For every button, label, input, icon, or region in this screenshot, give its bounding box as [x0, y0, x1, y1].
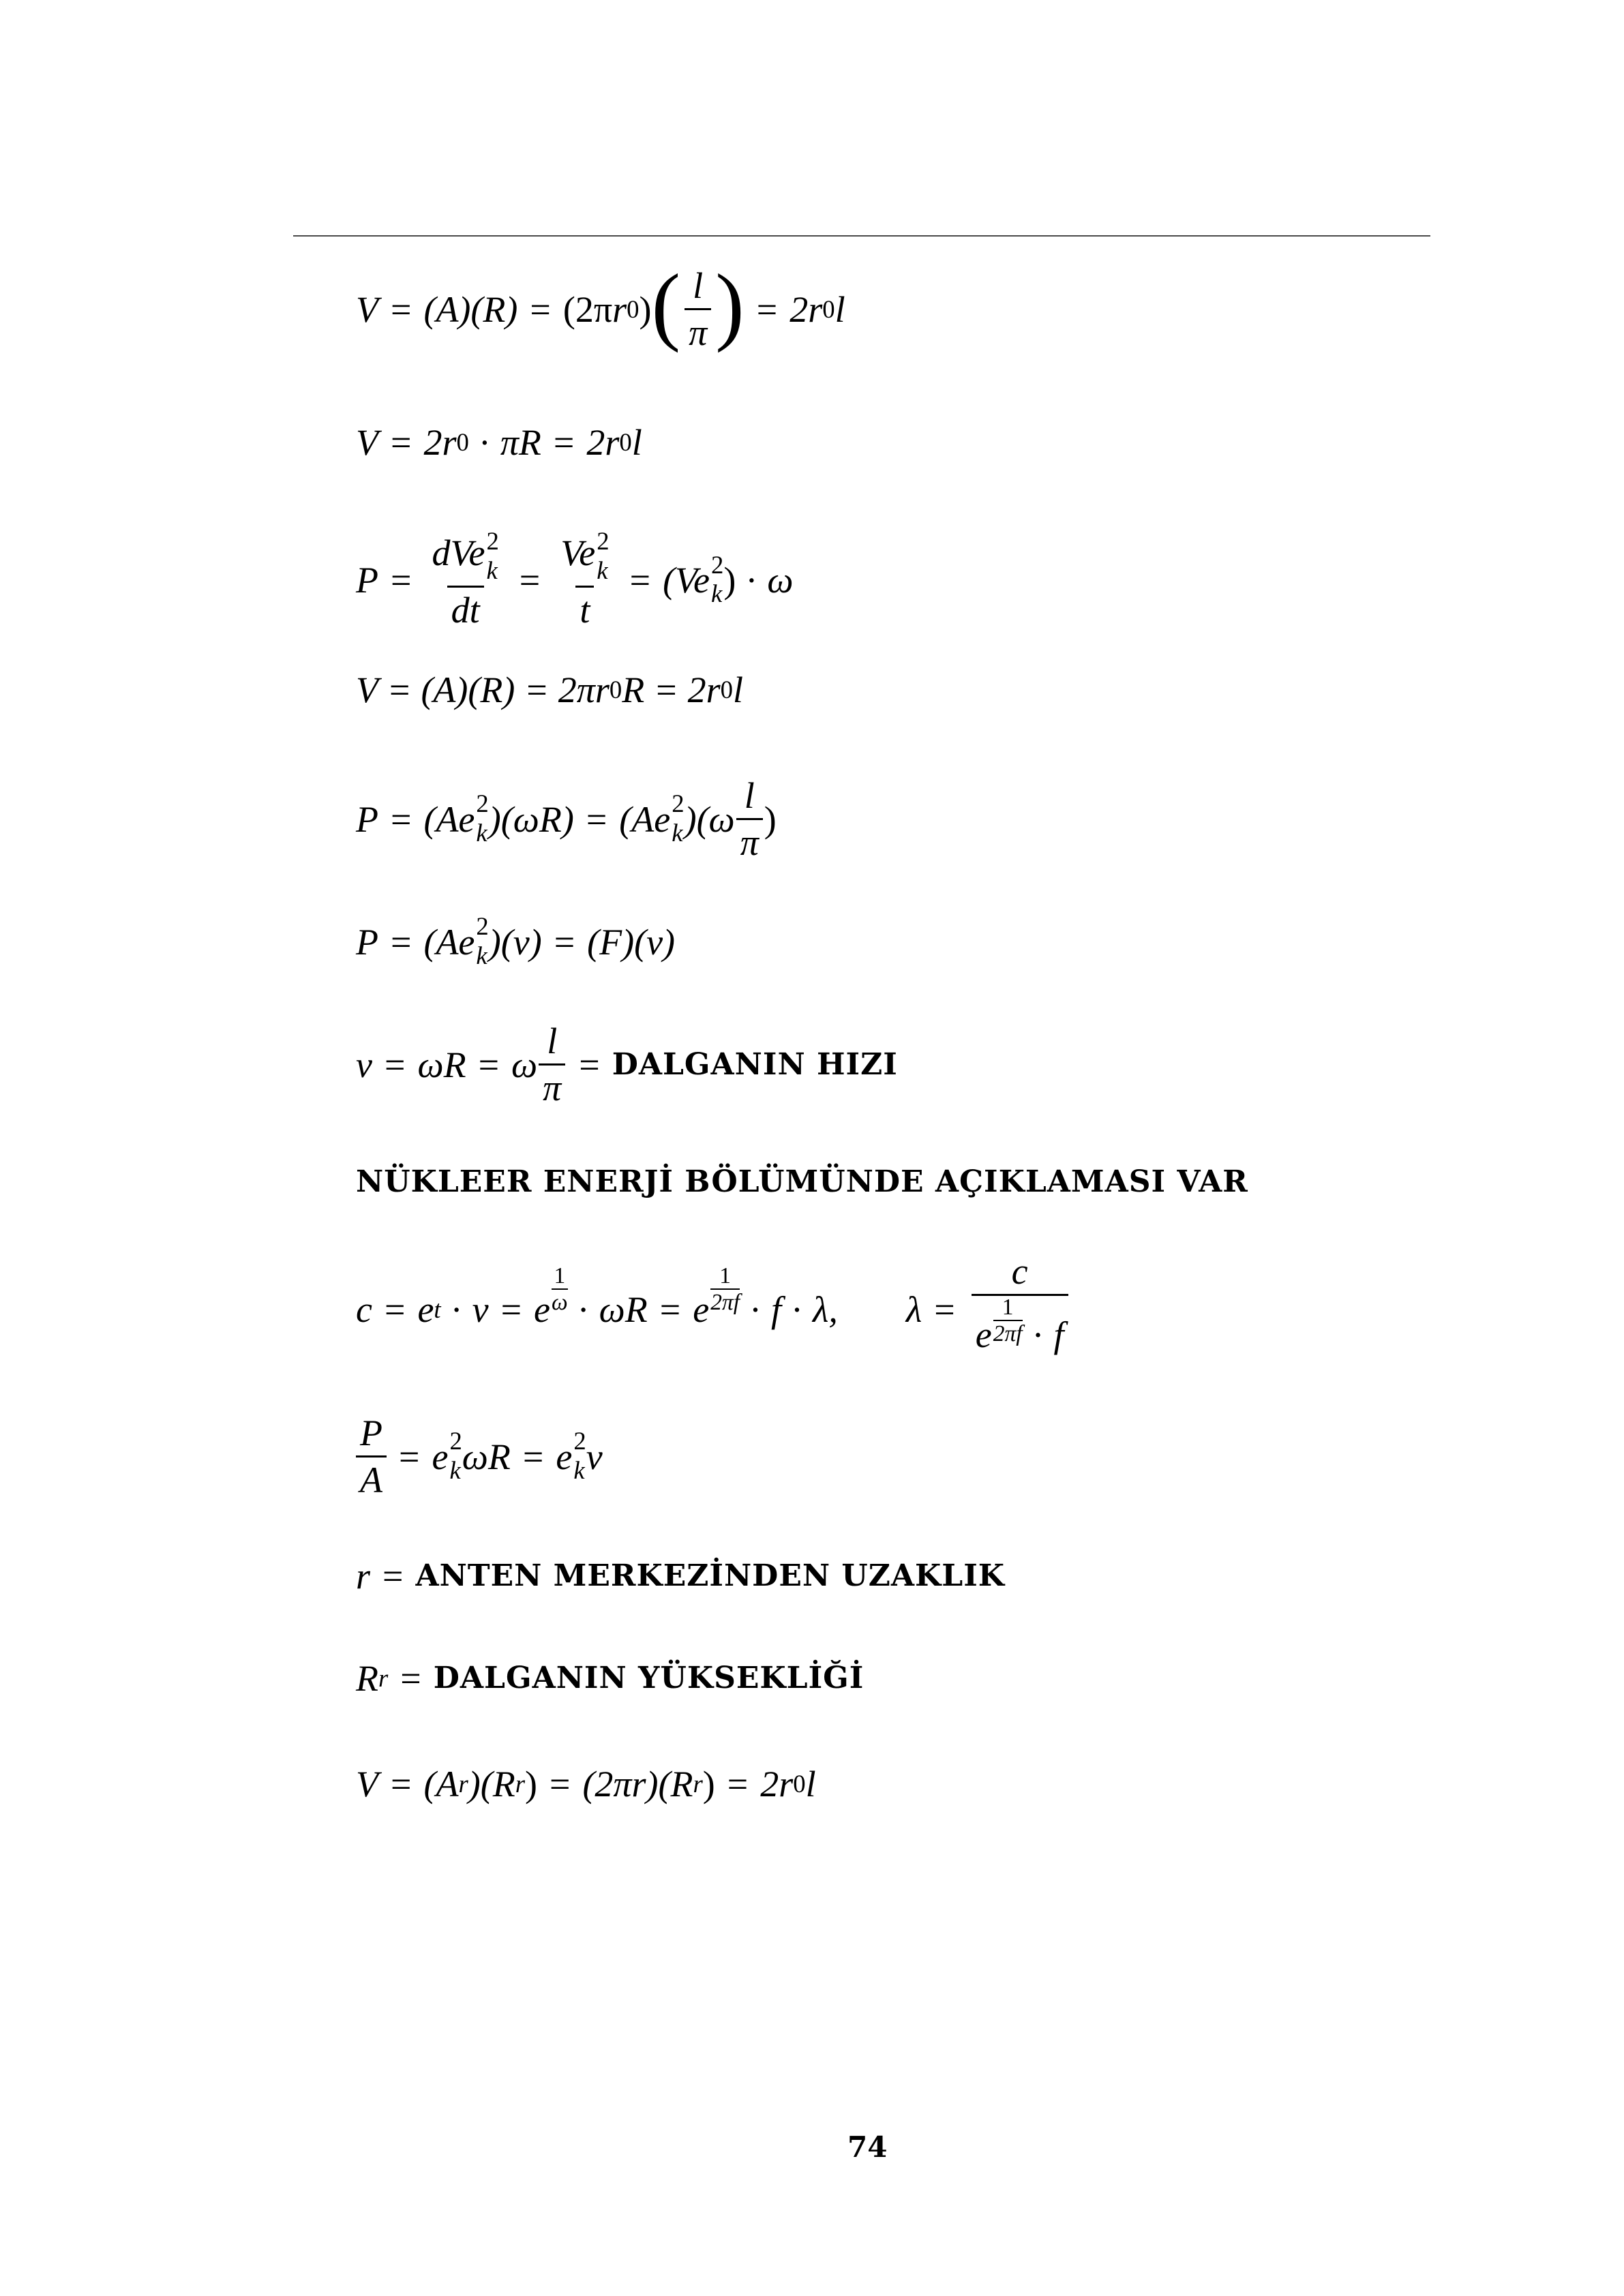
equation-10 — [356, 1558, 1005, 1595]
denominator: ω — [552, 1289, 568, 1315]
subscript: k — [486, 556, 498, 584]
equation-7 — [356, 1023, 898, 1106]
term: λ — [905, 1288, 922, 1330]
term: (2πr)(R — [582, 1764, 693, 1804]
term: e — [975, 1314, 992, 1355]
numerator: 1 — [554, 1263, 566, 1288]
equals: = — [522, 1436, 544, 1477]
term: l — [834, 288, 845, 330]
equals: = — [400, 1658, 421, 1699]
term: e — [534, 1288, 550, 1330]
equals: = — [934, 1288, 955, 1330]
superscript: 2 — [449, 1426, 462, 1455]
equals: = — [727, 1764, 749, 1804]
term: )(v) — [488, 921, 542, 963]
equation-5 — [356, 777, 777, 861]
dot: · — [450, 1288, 463, 1330]
equals: = — [391, 921, 412, 963]
equation-1: V = (A)(R) = (2π r 0 ) ( $\frac{l}{\pi}$ ) = 2r 0 l — [356, 256, 845, 354]
fraction — [356, 1415, 387, 1498]
term: e — [432, 1436, 449, 1477]
term: 2r — [790, 288, 823, 330]
label-wave-speed: DALGANIN HIZI — [612, 1046, 898, 1082]
equals: = — [391, 288, 412, 330]
denominator: 2πf — [993, 1321, 1023, 1347]
term: λ, — [812, 1288, 838, 1330]
term: ω — [767, 560, 794, 601]
equals: = — [399, 1436, 420, 1477]
term: l — [631, 422, 642, 463]
term: 2r — [423, 422, 457, 463]
supsub — [573, 1426, 586, 1484]
header-rule — [293, 235, 1430, 237]
fraction — [427, 527, 502, 631]
term: 2r — [586, 422, 620, 463]
equals: = — [500, 1288, 522, 1330]
denominator: π — [685, 308, 711, 351]
page-number: 74 — [847, 2130, 888, 2164]
denominator: π — [539, 1063, 565, 1106]
term: f — [770, 1288, 781, 1330]
subscript: k — [597, 556, 608, 584]
equation-12: V = (A r )(R r ) = (2πr)(R r ) = 2r 0 l — [356, 1764, 816, 1804]
subscript: k — [672, 818, 683, 847]
term: v — [586, 1436, 603, 1477]
equation-11: R r = DALGANIN YÜKSEKLİĞİ — [356, 1658, 864, 1699]
var: v — [356, 1044, 372, 1085]
numerator: l — [547, 1021, 558, 1061]
equals: = — [391, 798, 412, 840]
subscript: k — [476, 941, 487, 969]
equation-9 — [356, 1415, 603, 1498]
var: V — [356, 422, 378, 463]
superscript: 2 — [476, 912, 489, 940]
fraction — [736, 777, 763, 861]
dot: · — [749, 1288, 762, 1330]
fraction — [556, 527, 613, 631]
equals: = — [384, 1044, 406, 1085]
term: Ve — [560, 532, 596, 574]
superscript: 2 — [573, 1426, 586, 1455]
equals: = — [530, 288, 551, 330]
term: ωR — [462, 1436, 511, 1477]
var: V — [356, 288, 378, 330]
var: P — [356, 560, 378, 601]
term: e — [417, 1288, 434, 1330]
denominator: dt — [447, 586, 484, 629]
equals: = — [549, 1764, 571, 1804]
paren: ( — [651, 256, 681, 354]
equation-6 — [356, 912, 676, 969]
term: (Ve — [663, 560, 710, 601]
denominator — [972, 1294, 1068, 1366]
section-heading — [356, 1164, 1248, 1199]
term: (2π — [562, 288, 613, 330]
paren: ) — [715, 256, 745, 354]
equals: = — [629, 560, 651, 601]
equals: = — [586, 798, 607, 840]
numerator: l — [693, 265, 704, 306]
term: l — [805, 1764, 816, 1804]
var: V — [356, 1764, 378, 1804]
term: e — [693, 1288, 710, 1330]
denominator: t — [575, 586, 594, 629]
equals: = — [519, 560, 541, 601]
fraction — [972, 1253, 1068, 1366]
fraction — [685, 267, 711, 351]
supsub — [672, 789, 685, 847]
term: l — [733, 669, 744, 710]
term: ) — [723, 560, 736, 601]
term: )(ωR) — [488, 798, 574, 840]
numerator: c — [1011, 1251, 1028, 1292]
superscript: 2 — [486, 527, 499, 555]
exponent-fraction — [993, 1296, 1023, 1346]
numerator: l — [744, 775, 755, 816]
numerator — [556, 527, 613, 586]
equals: = — [478, 1044, 500, 1085]
dot: · — [1032, 1314, 1044, 1355]
numerator: P — [360, 1413, 382, 1453]
superscript: 2 — [711, 550, 724, 579]
subscript: k — [476, 818, 487, 847]
term: ) — [524, 1764, 537, 1804]
var: c — [356, 1288, 372, 1330]
equals: = — [391, 1764, 412, 1804]
subscript: k — [573, 1455, 585, 1484]
term: v — [472, 1288, 489, 1330]
numerator: 1 — [719, 1263, 731, 1288]
term: (A — [423, 1764, 459, 1804]
supsub — [449, 1426, 462, 1484]
equals: = — [756, 288, 778, 330]
term: dVe — [432, 532, 485, 574]
numerator: 1 — [1002, 1295, 1014, 1320]
term: (Ae — [423, 798, 475, 840]
dot: · — [577, 1288, 590, 1330]
term: πR — [500, 422, 541, 463]
term: f — [1053, 1314, 1064, 1355]
term: ω — [511, 1044, 538, 1085]
term: V = (A)(R) = 2πr — [356, 669, 610, 710]
denominator: 2πf — [710, 1289, 740, 1315]
supsub — [597, 527, 610, 584]
term: )(R — [468, 1764, 515, 1804]
equals: = — [391, 422, 412, 463]
heading-text: NÜKLEER ENERJİ BÖLÜMÜNDE AÇIKLAMASI VAR — [356, 1164, 1248, 1199]
term: ) — [702, 1764, 715, 1804]
term: )(ω — [684, 798, 735, 840]
subscript: k — [711, 579, 723, 608]
superscript: 2 — [476, 789, 489, 817]
var: P — [356, 798, 378, 840]
dot: · — [745, 560, 758, 601]
equals: = — [553, 422, 575, 463]
var: r — [356, 1556, 371, 1597]
term: ωR — [417, 1044, 466, 1085]
term: (Ae — [423, 921, 475, 963]
fraction — [539, 1023, 565, 1106]
equals: = — [382, 1556, 404, 1597]
term: e — [556, 1436, 573, 1477]
equals: = — [554, 921, 575, 963]
term: ) — [639, 288, 652, 330]
denominator: π — [736, 818, 763, 861]
var: R — [356, 1658, 378, 1699]
term: ωR — [599, 1288, 648, 1330]
exponent-fraction — [552, 1265, 568, 1314]
term: R = 2r — [622, 669, 721, 710]
subscript: k — [449, 1455, 461, 1484]
supsub — [711, 550, 724, 608]
equals: = — [384, 1288, 406, 1330]
term: (F)(v) — [587, 921, 676, 963]
numerator — [427, 527, 502, 586]
supsub — [476, 912, 489, 969]
equation-4: V = (A)(R) = 2πr 0 R = 2r 0 l — [356, 669, 744, 710]
term: (Ae — [619, 798, 671, 840]
equals: = — [579, 1044, 600, 1085]
equals: = — [391, 560, 412, 601]
denominator: A — [356, 1455, 387, 1498]
label-distance: ANTEN MERKEZİNDEN UZAKLIK — [415, 1558, 1006, 1593]
dot: · — [478, 422, 491, 463]
supsub — [476, 789, 489, 847]
supsub — [486, 527, 499, 584]
var: P — [356, 921, 378, 963]
superscript: 2 — [672, 789, 685, 817]
equation-3 — [356, 527, 794, 631]
label-wave-height: DALGANIN YÜKSEKLİĞİ — [433, 1661, 864, 1695]
term: (A)(R) — [423, 288, 518, 330]
term: r — [612, 288, 627, 330]
superscript: 2 — [597, 527, 610, 555]
term: ) — [764, 798, 777, 840]
term: 2r — [760, 1764, 794, 1804]
dot: · — [791, 1288, 803, 1330]
equals: = — [659, 1288, 681, 1330]
exponent-fraction — [710, 1265, 740, 1314]
equation-8: c = e t · v = e $\frac{1}{\omega}$ · ωR = e $\frac{1}{2\pi f}$ · f · λ, λ = c e $\frac{1}{2\pi f}$ · f — [356, 1253, 1072, 1366]
equation-2: V = 2r 0 · πR = 2r 0 l — [356, 422, 642, 463]
